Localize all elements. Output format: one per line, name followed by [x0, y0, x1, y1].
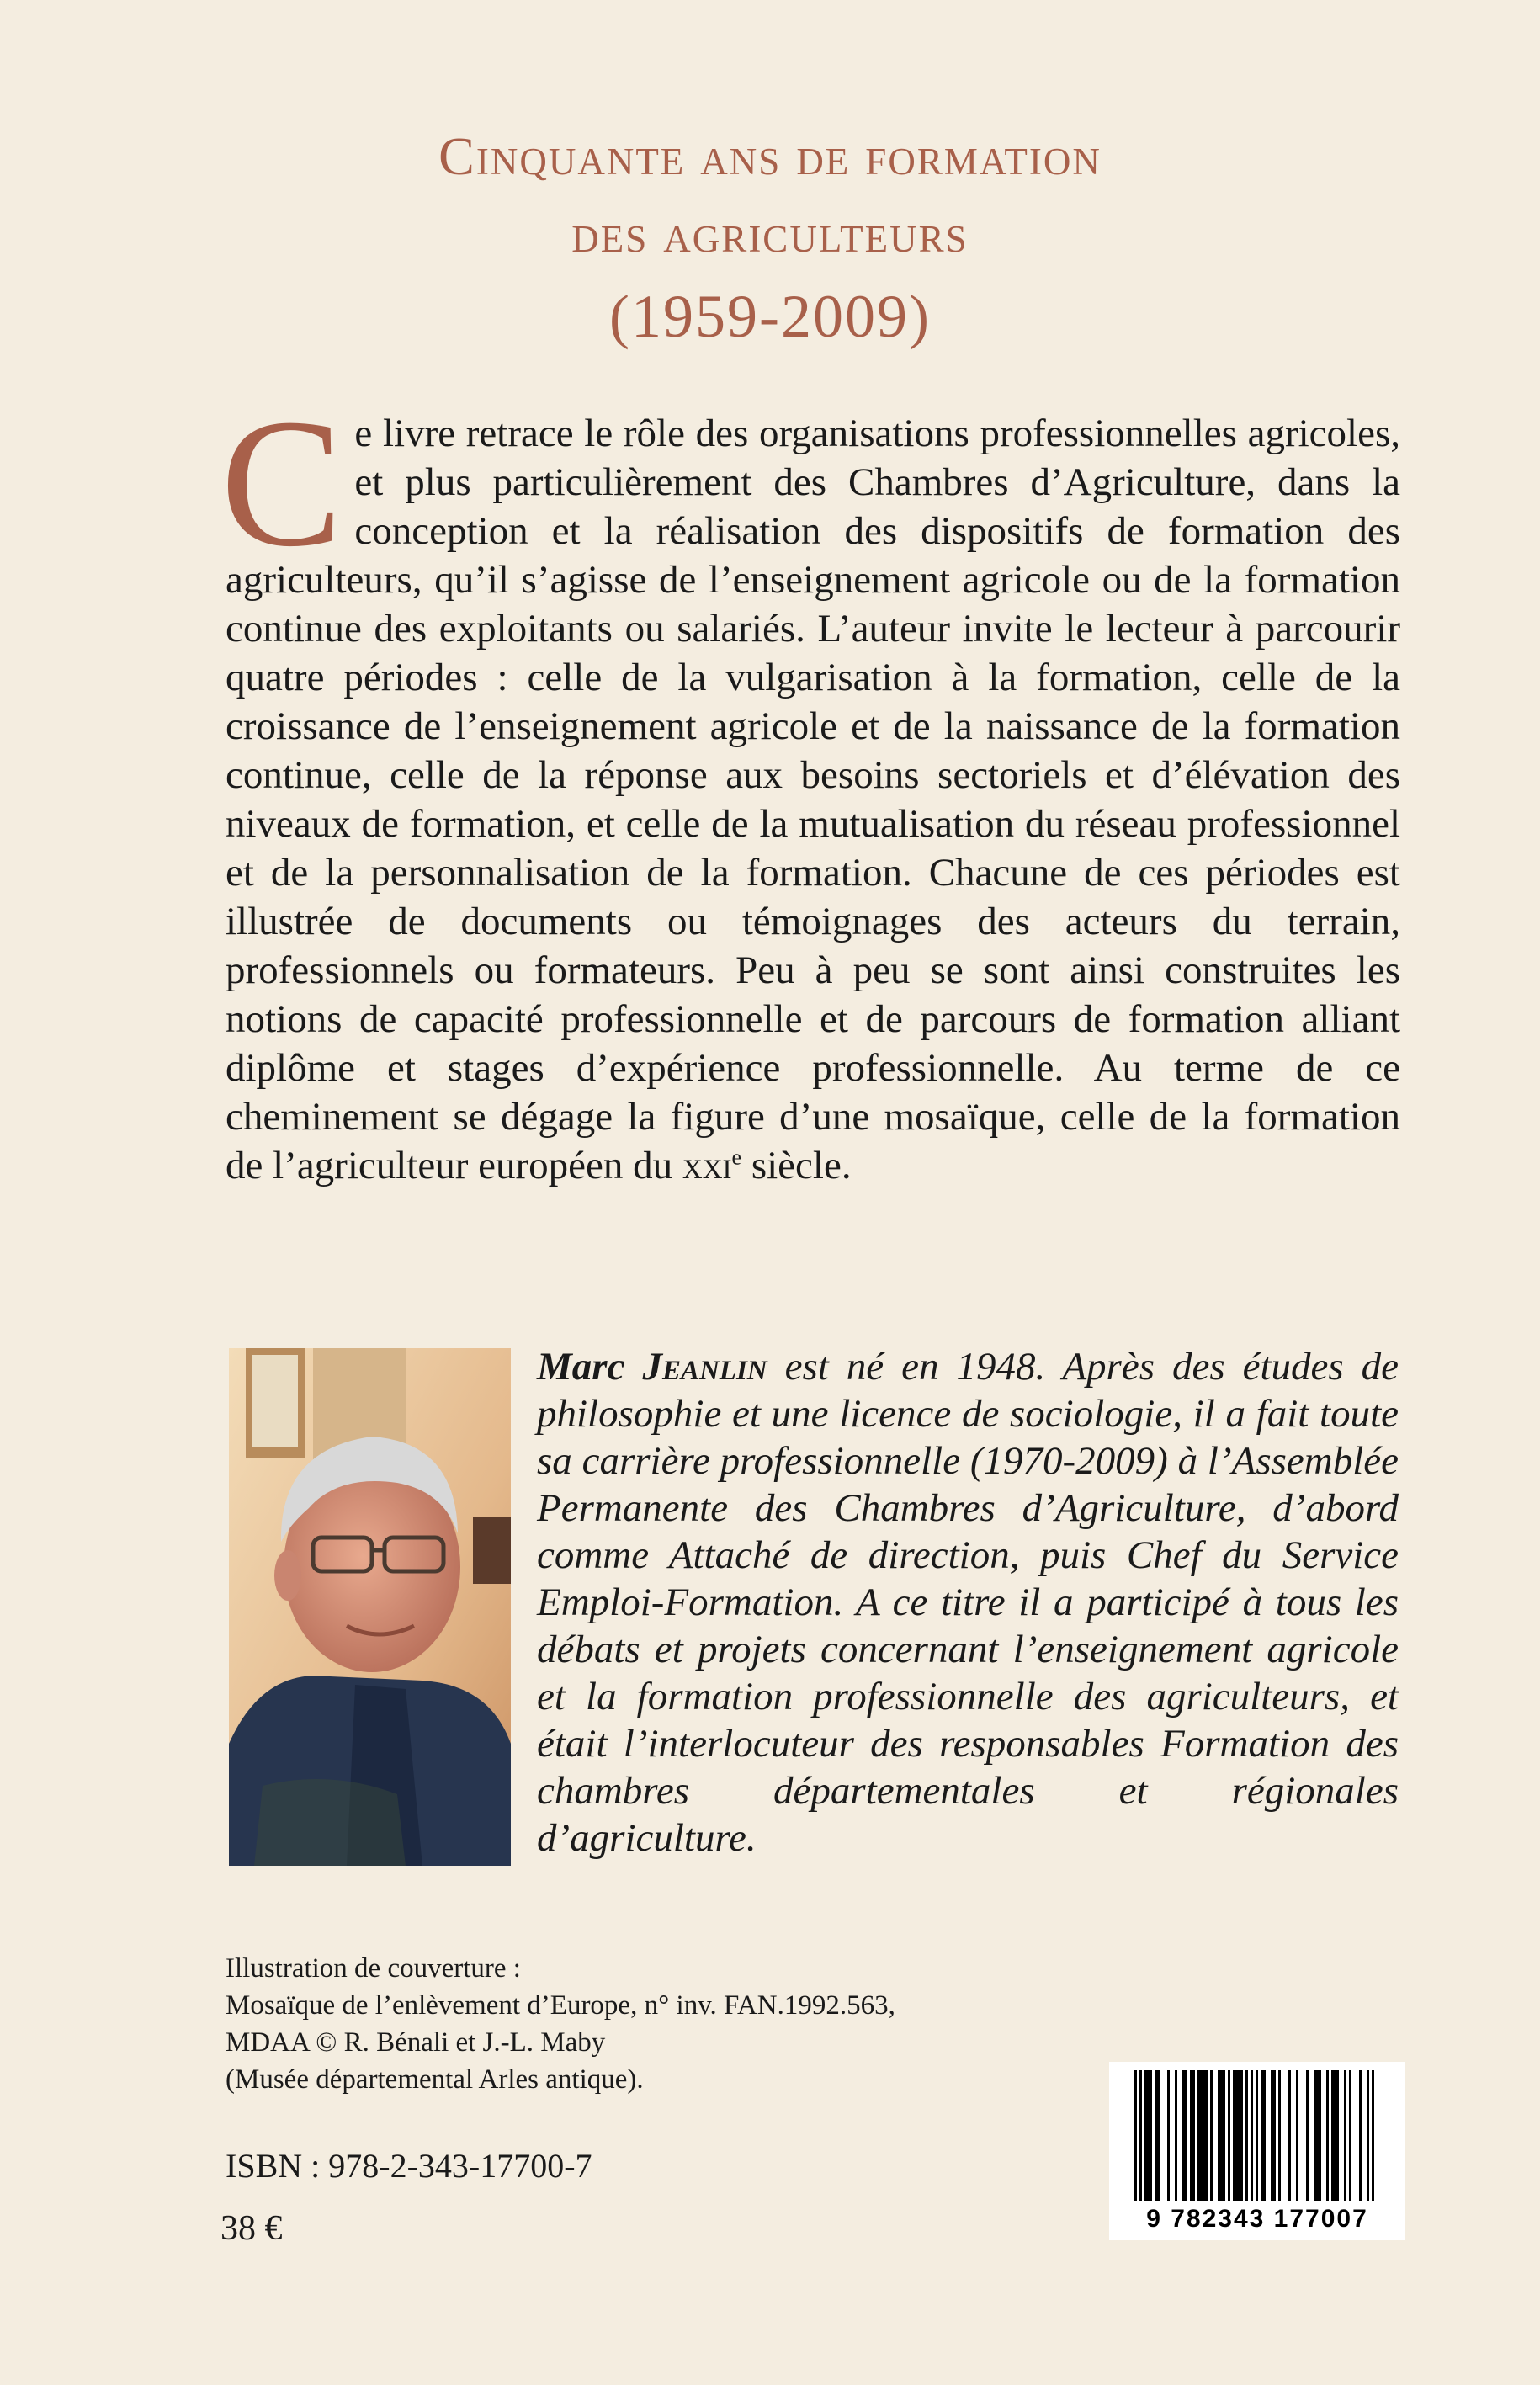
author-photo [229, 1348, 511, 1866]
title-line-2: des agriculteurs [571, 204, 969, 263]
barcode-bar [1326, 2070, 1329, 2201]
barcode-bar [1235, 2070, 1238, 2201]
credits-line-1: Illustration de couverture : [226, 1953, 521, 1984]
barcode-bar [1245, 2070, 1248, 2201]
barcode-bar [1134, 2070, 1137, 2201]
barcode-bar [1210, 2070, 1213, 2201]
barcode-bar [1147, 2070, 1150, 2201]
barcode-bar [1367, 2070, 1369, 2201]
barcode-bar [1256, 2070, 1258, 2201]
barcode-bar [1240, 2070, 1243, 2201]
barcode-bar [1223, 2070, 1225, 2201]
drop-cap-letter: C [220, 382, 343, 585]
barcode-bar [1182, 2070, 1185, 2201]
barcode-bar [1359, 2070, 1362, 2201]
summary-text: e livre retrace le rôle des organisations professionnelles agricoles, et plus particulièrement des Chambres d’Agriculture, dans la conception et la réalisation des dispositifs de formation des agriculteurs, qu’il s’agisse de l’enseignement agricole ou de la formation continue des exploitants ou salariés. L’auteur invite le lecteur à parcourir quatre périodes : celle de la vulgarisation à la formation, celle de la croissance de l’enseignement agricole et de la naissance de la formation continue, celle de la réponse aux besoins sectoriels et d’élévation des niveaux de formation, et celle de la mutualisation du réseau professionnel et de la personnalisation de la formation. Chacune de ces périodes est illustrée de documents ou témoignages des acteurs du terrain, professionnels ou formateurs. Peu à peu se sont ainsi construites les notions de capacité professionnelle et de parcours de formation alliant diplôme et stages d’expérience professionnelle. Au terme de ce cheminement se dégage la figure d’une mosaïque, celle de la formation de l’agriculteur européen du [226, 412, 1400, 1187]
century-numeral: xxi [682, 1144, 732, 1187]
barcode-bar [1144, 2070, 1147, 2201]
price: 38 € [220, 2209, 283, 2248]
credits-line-3: MDAA © R. Bénali et J.-L. Maby [226, 2027, 606, 2058]
barcode-bar [1233, 2070, 1235, 2201]
century-superscript: e [731, 1145, 742, 1170]
title-line-3: (1959-2009) [609, 283, 931, 350]
barcode-bar [1157, 2070, 1160, 2201]
barcode-bar [1139, 2070, 1142, 2201]
barcode-bar [1288, 2070, 1291, 2201]
barcode-bar [1155, 2070, 1157, 2201]
author-bio-text: est né en 1948. Après des études de philosophie et une licence de sociologie, il a fait toute sa carrière professionnelle (1970-2009) à l’Assemblée Permanente des Chambres d’Agriculture, d’abord comme Attaché de direction, puis Chef du Service Emploi-Formation. A ce titre il a participé à tous les débats et projets concernant l’enseignement agricole et la formation professionnelle des agriculteurs, et était l’interlocuteur des responsables Formation des chambres départementales et régionales d’agriculture. [537, 1345, 1399, 1860]
barcode-bar [1273, 2070, 1276, 2201]
author-bio [537, 1343, 1399, 1862]
barcode-bar [1192, 2070, 1195, 2201]
barcode-bar [1296, 2070, 1298, 2201]
barcode-bar [1175, 2070, 1177, 2201]
barcode-bar [1197, 2070, 1200, 2201]
cover-illustration-credits [226, 1950, 983, 2098]
barcode-bar [1185, 2070, 1187, 2201]
barcode-bar [1263, 2070, 1266, 2201]
barcode-bar [1228, 2070, 1230, 2201]
barcode-bar [1319, 2070, 1321, 2201]
isbn: ISBN : 978-2-343-17700-7 [226, 2147, 592, 2185]
author-first-name: Marc [537, 1345, 625, 1389]
barcode-bar [1200, 2070, 1203, 2201]
barcode-bar [1190, 2070, 1192, 2201]
barcode-bar [1316, 2070, 1319, 2201]
barcode-bar [1218, 2070, 1220, 2201]
barcode-digits: 9 782343 177007 [1146, 2205, 1368, 2233]
credits-line-4: (Musée départemental Arles antique). [226, 2064, 644, 2095]
author-last-name: Jeanlin [642, 1345, 767, 1389]
barcode-bar [1349, 2070, 1351, 2201]
title-line-1: Cinquante ans de formation [438, 126, 1102, 186]
barcode-bar [1220, 2070, 1223, 2201]
barcode-bar [1261, 2070, 1263, 2201]
barcode-bar [1344, 2070, 1346, 2201]
barcode-bar [1334, 2070, 1336, 2201]
barcode-bar [1336, 2070, 1339, 2201]
barcode-bar [1150, 2070, 1152, 2201]
barcode-bar [1271, 2070, 1273, 2201]
barcode-bar [1331, 2070, 1334, 2201]
barcode-bar [1205, 2070, 1208, 2201]
book-title [0, 118, 1540, 360]
barcode-bars [1109, 2062, 1405, 2205]
barcode-bar [1251, 2070, 1253, 2201]
barcode-bar [1238, 2070, 1240, 2201]
barcode-bar [1203, 2070, 1205, 2201]
barcode-bar [1167, 2070, 1170, 2201]
barcode-bar [1314, 2070, 1316, 2201]
barcode [1109, 2062, 1405, 2240]
book-summary [220, 382, 1400, 1190]
summary-text-end: siècle. [741, 1144, 852, 1187]
barcode-bar [1306, 2070, 1309, 2201]
barcode-bar [1278, 2070, 1281, 2201]
credits-line-2: Mosaïque de l’enlèvement d’Europe, n° inv. FAN.1992.563, [226, 1990, 895, 2021]
barcode-bar [1372, 2070, 1374, 2201]
